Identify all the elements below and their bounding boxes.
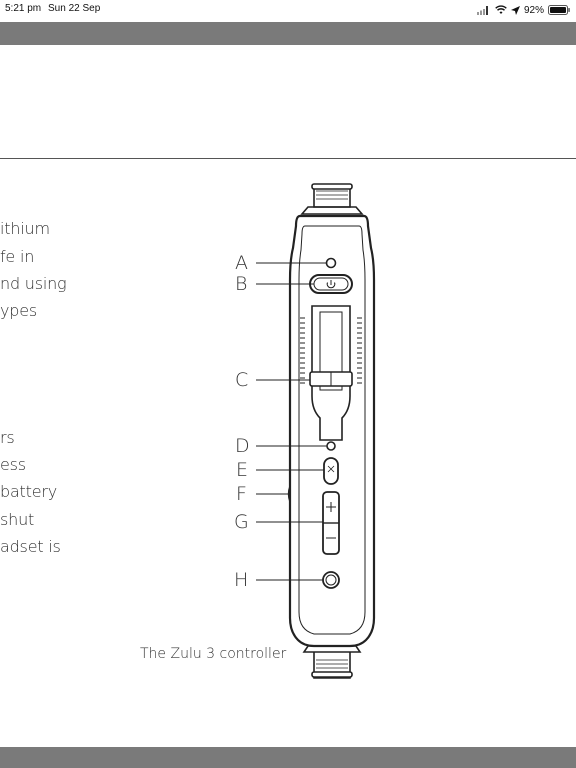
- figure-caption: The Zulu 3 controller: [140, 646, 287, 662]
- status-time: 5:21 pm: [5, 3, 42, 14]
- body-text-line: rs: [0, 428, 15, 447]
- reader-bottom-toolbar[interactable]: [0, 747, 576, 768]
- label-a: A: [235, 252, 248, 274]
- body-text-line: shut: [0, 510, 35, 529]
- label-h: H: [234, 569, 249, 591]
- label-g: G: [234, 511, 249, 533]
- battery-percentage: 92%: [523, 4, 544, 16]
- body-text-line: ess: [0, 455, 26, 474]
- body-text-line: fe in: [0, 247, 35, 266]
- label-c: C: [235, 369, 249, 391]
- label-b: B: [235, 273, 248, 295]
- label-d: D: [235, 435, 250, 457]
- body-text-line: battery: [0, 482, 57, 501]
- body-text-line: ypes: [0, 301, 38, 320]
- body-text-line: nd using: [0, 274, 67, 293]
- body-text-line: adset is: [0, 537, 61, 556]
- label-e: E: [236, 459, 249, 481]
- label-f: F: [236, 483, 247, 505]
- status-date: Sun 22 Sep: [48, 3, 101, 14]
- body-text-line: ithium: [0, 219, 50, 238]
